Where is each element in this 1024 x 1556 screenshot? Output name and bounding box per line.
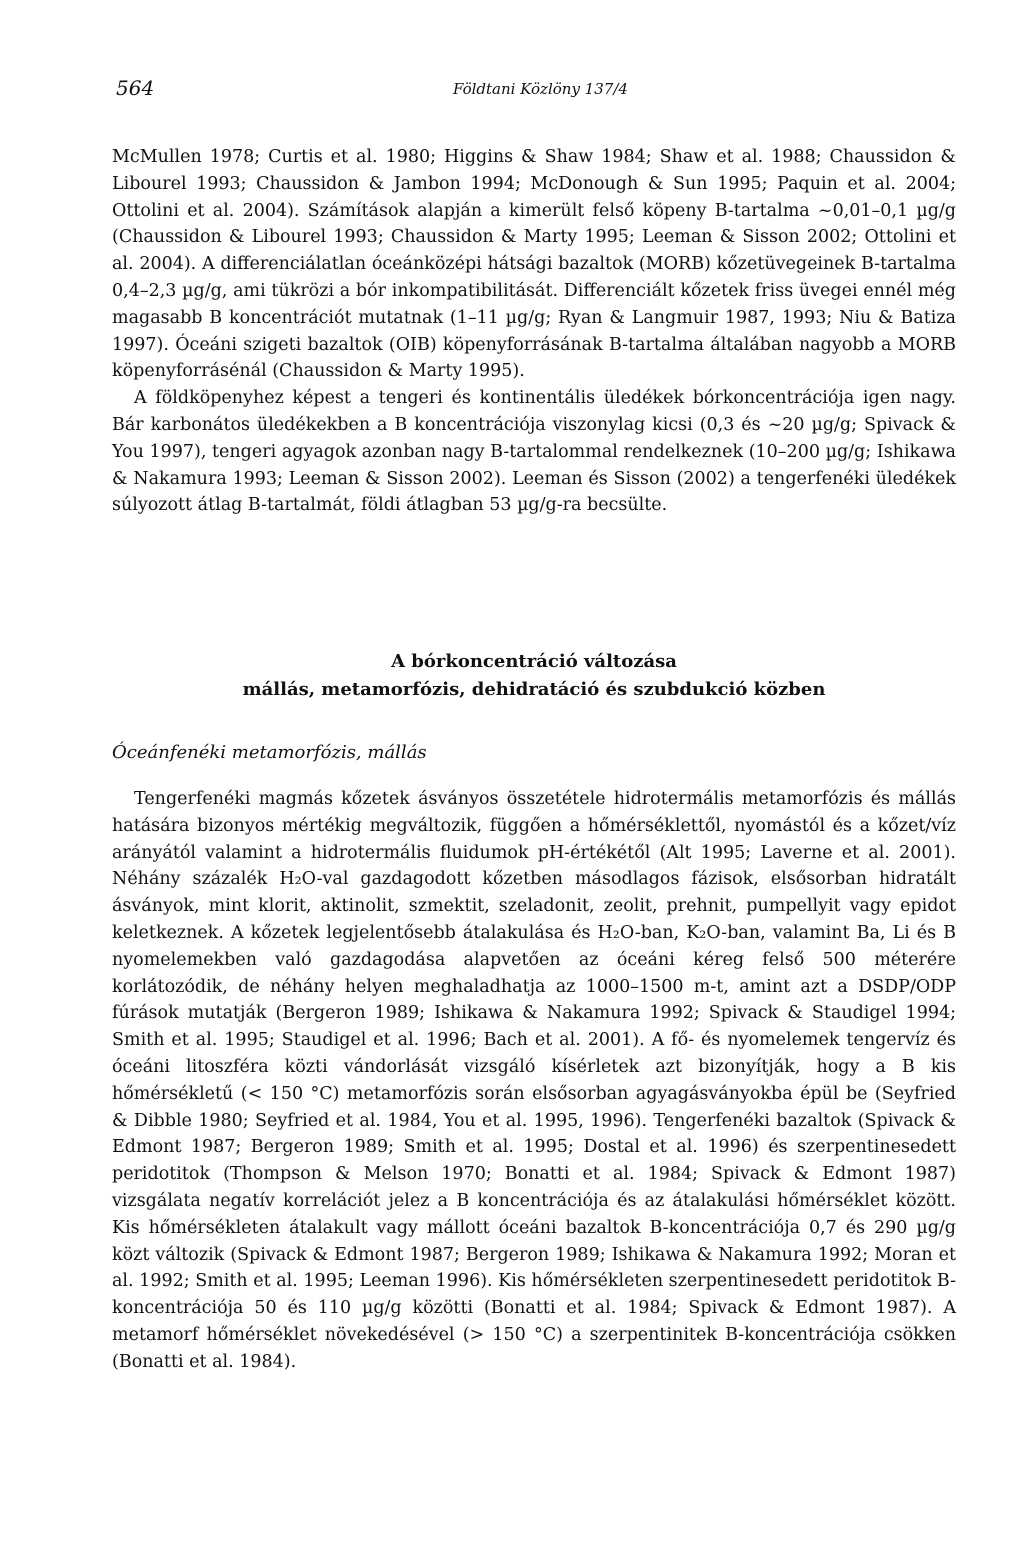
page-number: 564 — [116, 76, 155, 100]
paragraph: McMullen 1978; Curtis et al. 1980; Higgins & Shaw 1984; Shaw et al. 1988; Chaussidon & Libourel 1993; Chaussidon & Jambon 1994; McDonough & Sun 1995; Paquin et al. 2004; Ottolini et al. 2004). Számítások alapján a kimerült felső köpeny B-tartalma ~0,01–0,1 µg/g (Chaussidon & Libourel 1993; Chaussidon & Marty 1995; Leeman & Sisson 2002; Ottolini et al. 2004). A differenciálatlan óceánközépi hátsági bazaltok (MORB) kőzetüvegeinek B-tartalma 0,4–2,3 µg/g, ami tükrözi a bór inkompatibilitását. Differenciált kőzetek friss üvegei ennél még magasabb B koncentrációt mutatnak (1–11 µg/g; Ryan & Langmuir 1987, 1993; Niu & Batiza 1997). Óceáni szigeti bazaltok (OIB) köpenyforrásának B-tartalma általában nagyobb a MORB köpenyforrásénál (Chaussidon & Marty 1995). — [112, 147, 956, 382]
paragraph: A földköpenyhez képest a tengeri és kontinentális üledékek bórkoncentrációja igen nagy. Bár karbonátos üledékekben a B koncentrációja viszonylag kicsi (0,3 és ~20 µg/g; Spivack & You 1997), tengeri agyagok azonban nagy B-tartalommal rendelkeznek (10–200 µg/g; Ishikawa & Nakamura 1993; Leeman & Sisson 2002). Leeman és Sisson (2002) a tengerfenéki üledékek súlyozott átlag B-tartalmát, földi átlagban 53 µg/g-ra becsülte. — [112, 388, 956, 516]
section-title — [112, 648, 956, 704]
subsection-title: Óceánfenéki metamorfózis, mállás — [112, 742, 427, 763]
section-title-line-2: mállás, metamorfózis, dehidratáció és szubdukció közben — [242, 679, 826, 700]
section-paragraph: Tengerfenéki magmás kőzetek ásványos összetétele hidrotermális metamorfózis és mállás hatására bizonyos mértékig megváltozik, függően a hőmérséklettől, nyomástól és a kőzet/víz arányától valamint a hidrotermális fluidumok pH-értékétől (Alt 1995; Laverne et al. 2001). Néhány százalék H₂O-val gazdagodott kőzetben másodlagos fázisok, elsősorban hidratált ásványok, mint klorit, aktinolit, szmektit, szeladonit, zeolit, prehnit, pumpellyit vagy epidot keletkeznek. A kőzetek legjelentősebb átalakulása és H₂O-ban, K₂O-ban, valamint Ba, Li és B nyomelemekben való gazdagodása alapvetően az óceáni kéreg felső 500 méterére korlátozódik, de néhány helyen meghaladhatja az 1000–1500 m-t, amint azt a DSDP/ODP fúrások mutatják (Bergeron 1989; Ishikawa & Nakamura 1992; Spivack & Staudigel 1994; Smith et al. 1995; Staudigel et al. 1996; Bach et al. 2001). A fő- és nyomelemek tengervíz és óceáni litoszféra közti vándorlását vizsgáló kísérletek azt bizonyítják, hogy a B kis hőmérsékletű (< 150 °C) metamorfózis során elsősorban agyagásványokba épül be (Seyfried & Dibble 1980; Seyfried et al. 1984, You et al. 1995, 1996). Tengerfenéki bazaltok (Spivack & Edmont 1987; Bergeron 1989; Smith et al. 1995; Dostal et al. 1996) és szerpentinesedett peridotitok (Thompson & Melson 1970; Bonatti et al. 1984; Spivack & Edmont 1987) vizsgálata negatív korrelációt jelez a B koncentrációja és az átalakulási hőmérséklet között. Kis hőmérsékleten átalakult vagy mállott óceáni bazaltok B-koncentrációja 0,7 és 290 µg/g közt változik (Spivack & Edmont 1987; Bergeron 1989; Ishikawa & Nakamura 1992; Moran et al. 1992; Smith et al. 1995; Leeman 1996). Kis hőmérsékleten szerpentinesedett peridotitok B-koncentrációja 50 és 110 µg/g közötti (Bonatti et al. 1984; Spivack & Edmont 1987). A metamorf hőmérséklet növekedésével (> 150 °C) a szerpentinitek B-koncentrációja csökken (Bonatti et al. 1984). — [112, 789, 956, 1372]
body-text — [112, 144, 956, 519]
section-title-line-1: A bórkoncentráció változása — [391, 651, 677, 672]
running-head: Földtani Közlöny 137/4 — [453, 80, 628, 98]
